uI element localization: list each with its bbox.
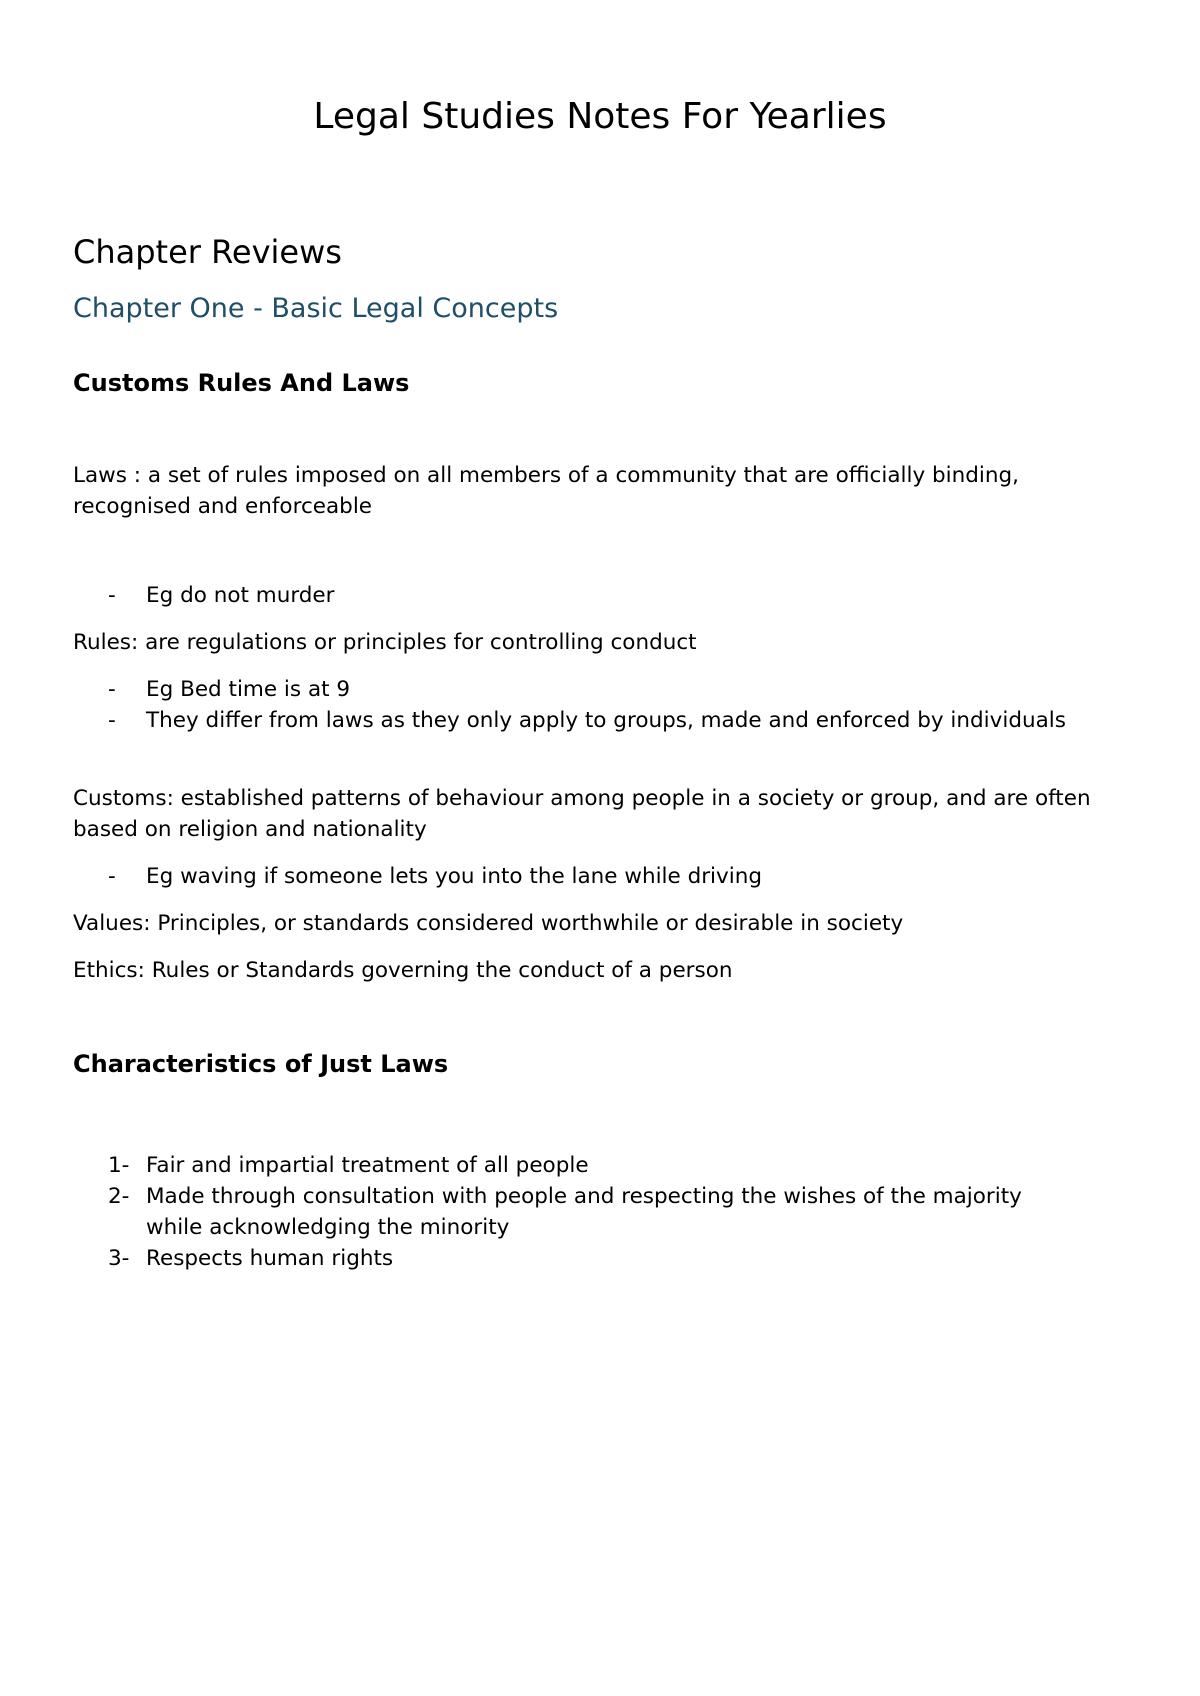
list-item xyxy=(108,1243,1068,1274)
list-item-text: Respects human rights xyxy=(146,1246,394,1271)
ethics-definition: Ethics: Rules or Standards governing the conduct of a person xyxy=(73,958,733,983)
list-item xyxy=(108,705,1068,736)
bullet-marker: - xyxy=(108,708,116,733)
bullet-marker: - xyxy=(108,677,116,702)
customs-definition: Customs: established patterns of behaviour among people in a society or group, and are often based on religion and nationality xyxy=(73,786,1091,842)
section-heading: Chapter Reviews xyxy=(73,233,342,271)
values-definition: Values: Principles, or standards considered worthwhile or desirable in society xyxy=(73,911,904,936)
list-item-text: Eg Bed time is at 9 xyxy=(146,677,351,702)
bullet-marker: - xyxy=(108,864,116,889)
list-number: 3- xyxy=(108,1246,130,1271)
customs-rules-laws-heading: Customs Rules And Laws xyxy=(73,369,410,397)
document-title: Legal Studies Notes For Yearlies xyxy=(313,96,887,137)
list-item xyxy=(108,861,1068,892)
list-item xyxy=(108,580,1068,611)
list-item-text: Eg do not murder xyxy=(146,583,335,608)
list-number: 1- xyxy=(108,1153,130,1178)
list-number: 2- xyxy=(108,1184,130,1209)
list-item-text: They differ from laws as they only apply to groups, made and enforced by individuals xyxy=(146,708,1066,733)
just-laws-heading: Characteristics of Just Laws xyxy=(73,1050,449,1078)
list-item xyxy=(108,1150,1068,1181)
list-item xyxy=(108,1181,1068,1243)
list-item-text: Eg waving if someone lets you into the lane while driving xyxy=(146,864,763,889)
laws-definition: Laws : a set of rules imposed on all members of a community that are officially binding, recognised and enforceable xyxy=(73,463,1020,519)
bullet-marker: - xyxy=(108,583,116,608)
list-item xyxy=(108,674,1068,705)
rules-definition: Rules: are regulations or principles for controlling conduct xyxy=(73,630,697,655)
list-item-text: Made through consultation with people and respecting the wishes of the majority while acknowledging the minority xyxy=(146,1184,1022,1240)
list-item-text: Fair and impartial treatment of all people xyxy=(146,1153,589,1178)
chapter-heading: Chapter One - Basic Legal Concepts xyxy=(73,293,559,324)
